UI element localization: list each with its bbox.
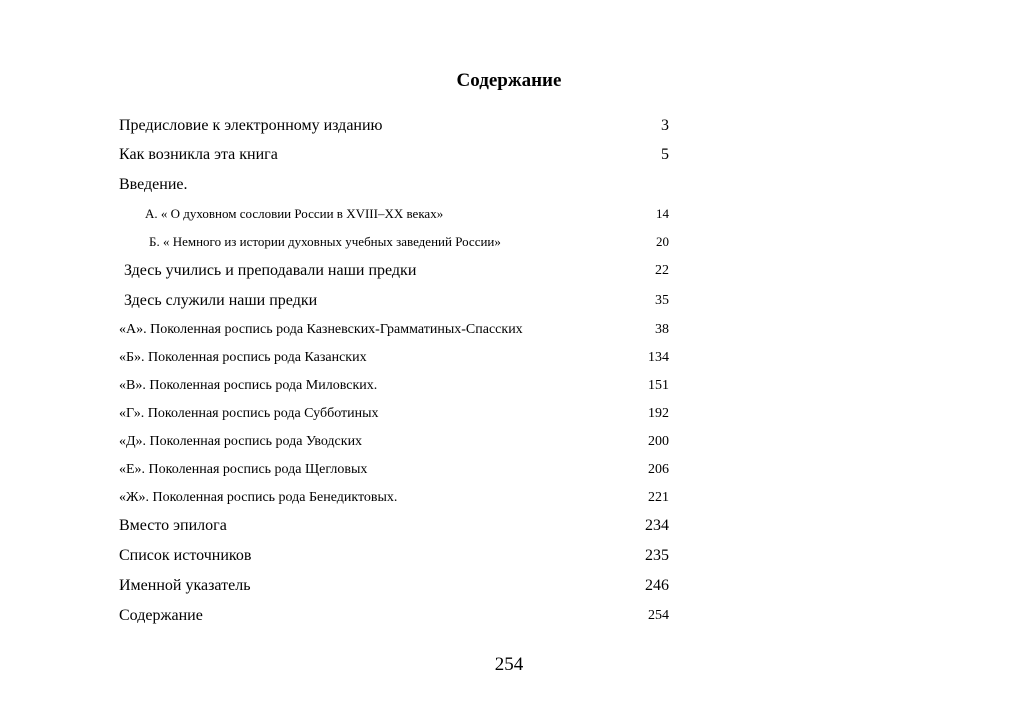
toc-entry-title: Предисловие к электронному изданию xyxy=(119,117,383,134)
toc-entry-title: А. « О духовном сословии России в XVIII–XX веках» xyxy=(145,206,444,221)
toc-entry-title: Как возникла эта книга xyxy=(119,146,278,163)
toc-entry-title: «Г». Поколенная роспись рода Субботиных xyxy=(119,406,379,421)
toc-entry-page: 38 xyxy=(655,322,669,337)
toc-entry xyxy=(0,402,1018,426)
toc-entry-page: 221 xyxy=(648,490,669,505)
toc-entry xyxy=(0,173,1018,197)
toc-entry xyxy=(0,346,1018,370)
page-number: 254 xyxy=(494,654,524,675)
toc-entry xyxy=(0,486,1018,510)
toc-entry-title: «Б». Поколенная роспись рода Казанских xyxy=(119,350,367,365)
toc-entry-title: «Ж». Поколенная роспись рода Бенедиктовых. xyxy=(119,490,398,505)
page-title: Содержание xyxy=(456,70,562,91)
toc-entry xyxy=(0,574,1018,598)
toc-entry xyxy=(0,143,1018,167)
toc-entry xyxy=(0,374,1018,398)
toc-entry-page: 246 xyxy=(645,577,669,594)
toc-entry-page: 3 xyxy=(661,117,669,134)
toc-entry-page: 14 xyxy=(656,206,669,221)
toc-entry-title: Вместо эпилога xyxy=(119,517,227,534)
toc-entry xyxy=(0,202,1018,226)
toc-entry-page: 200 xyxy=(648,434,669,449)
toc-entry-title: «Д». Поколенная роспись рода Уводских xyxy=(119,434,363,449)
toc-entry-title: Содержание xyxy=(119,607,203,624)
toc-entry-page: 206 xyxy=(648,462,669,477)
toc-entry xyxy=(0,114,1018,138)
toc-entry-title: Список источников xyxy=(119,547,252,564)
toc-entry-title: Здесь учились и преподавали наши предки xyxy=(124,262,417,279)
toc-entry-title: «Е». Поколенная роспись рода Щегловых xyxy=(119,462,368,477)
toc-entry-page: 134 xyxy=(648,350,669,365)
toc-entry-title: Б. « Немного из истории духовных учебных заведений России» xyxy=(149,234,501,249)
toc-entry xyxy=(0,230,1018,254)
toc-entry-page: 254 xyxy=(648,608,669,623)
toc-entry xyxy=(0,318,1018,342)
toc-entry xyxy=(0,514,1018,538)
toc-entry xyxy=(0,289,1018,313)
toc-entry-page: 22 xyxy=(655,263,669,278)
toc-entry-title: Именной указатель xyxy=(119,577,251,594)
toc-entry xyxy=(0,604,1018,628)
toc-entry xyxy=(0,544,1018,568)
toc-entry-title: «А». Поколенная роспись рода Казневских-Грамматиных-Спасских xyxy=(119,322,523,337)
toc-entry-page: 151 xyxy=(648,378,669,393)
toc-entry-page: 20 xyxy=(656,234,669,249)
toc-entry-title: Здесь служили наши предки xyxy=(124,292,318,309)
toc-entry-page: 234 xyxy=(645,517,669,534)
toc-entry xyxy=(0,259,1018,283)
toc-entry-page: 192 xyxy=(648,406,669,421)
toc-entry-page: 235 xyxy=(645,547,669,564)
toc-entry-title: Введение. xyxy=(119,176,188,193)
toc-entry-page: 35 xyxy=(655,293,669,308)
toc-entry xyxy=(0,430,1018,454)
toc-entry-page: 5 xyxy=(661,146,669,163)
toc-entry-title: «В». Поколенная роспись рода Миловских. xyxy=(119,378,378,393)
toc-entry xyxy=(0,458,1018,482)
